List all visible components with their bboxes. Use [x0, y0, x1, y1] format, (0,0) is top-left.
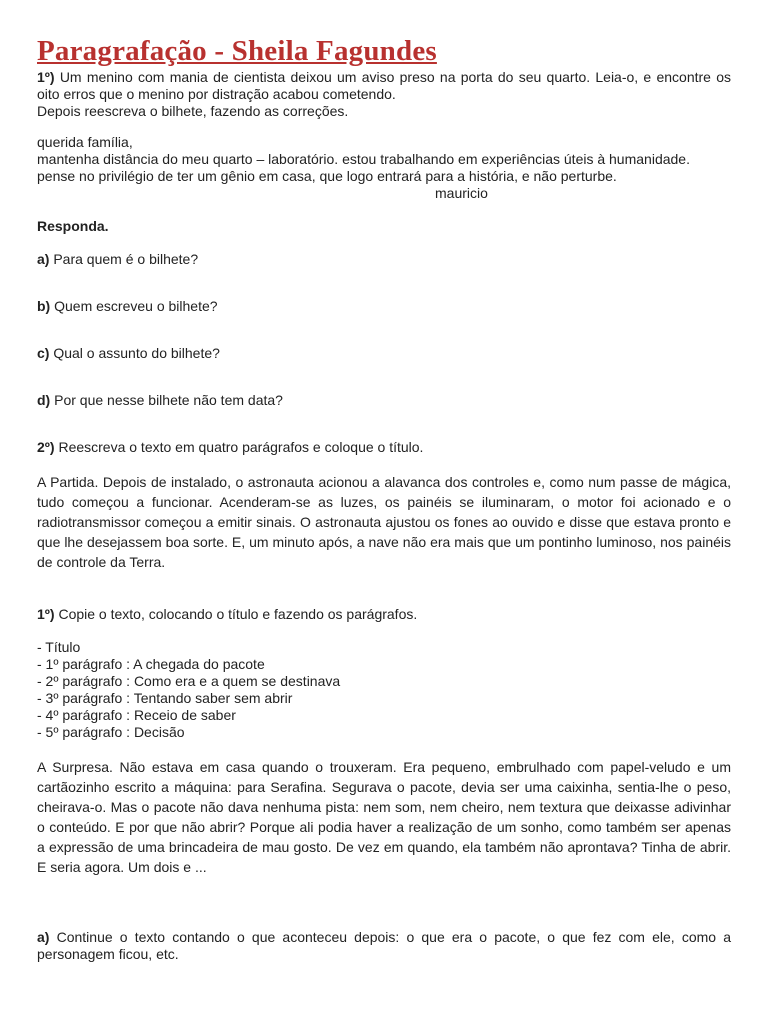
q1-instruction: 1º) Um menino com mania de cientista deixou um aviso preso na porta do seu quarto. Leia-o, e encontre os oito erros que o menino por distração acabou cometendo. [37, 69, 731, 102]
note-line: querida família, [37, 134, 133, 150]
list-item: - 4º parágrafo : Receio de saber [37, 707, 236, 723]
list-item: - 2º parágrafo : Como era e a quem se destinava [37, 673, 341, 689]
note-block [37, 134, 731, 202]
list-item: - 3º parágrafo : Tentando saber sem abrir [37, 690, 293, 706]
question-block [37, 392, 731, 423]
question-a: a) Para quem é o bilhete? [37, 251, 199, 267]
list-item: - 1º parágrafo : A chegada do pacote [37, 656, 265, 672]
q3-task: a) Continue o texto contando o que aconteceu depois: o que era o pacote, o que fez com ele, como a personagem ficou, etc. [37, 929, 731, 962]
note-signature: mauricio [435, 185, 488, 201]
q3-instruction: 1º) Copie o texto, colocando o título e fazendo os parágrafos. [37, 606, 418, 622]
q2-instruction: 2º) Reescreva o texto em quatro parágrafos e coloque o título. [37, 439, 424, 455]
list-item: - 5º parágrafo : Decisão [37, 724, 185, 740]
question-c: c) Qual o assunto do bilhete? [37, 345, 220, 361]
answer-line[interactable]: ________________________________________________________________________________ [37, 362, 620, 376]
answer-line[interactable]: ________________________________________________________________________________ [37, 315, 620, 329]
answer-line[interactable]: ________________________________________________________________________________ [37, 409, 620, 423]
question-block [37, 251, 731, 282]
q1-instruction-2: Depois reescreva o bilhete, fazendo as correções. [37, 103, 349, 119]
q2-text: A Partida. Depois de instalado, o astronauta acionou a alavanca dos controles e, como num passe de mágica, tudo começou a funcionar. Acenderam-se as luzes, os painéis se iluminaram, o motor foi acionado e o radiotransmissor começou a emitir sinais. O astronauta ajustou os fones ao ouvido e disse que estava pronto e que lhe desejassem boa sorte. E, um minuto após, a nave não era mais que um pontinho luminoso, nos painéis de controle da Terra. [37, 474, 731, 570]
note-line: pense no privilégio de ter um gênio em casa, que logo entrará para a história, e não perturbe. [37, 168, 617, 184]
question-b: b) Quem escreveu o bilhete? [37, 298, 218, 314]
question-d: d) Por que nesse bilhete não tem data? [37, 392, 283, 408]
q3-text: A Surpresa. Não estava em casa quando o trouxeram. Era pequeno, embrulhado com papel-veludo e um cartãozinho escrito a máquina: para Serafina. Segurava o pacote, devia ser uma caixinha, sentia-lhe o peso, cheirava-o. Mas o pacote não dava nenhuma pista: nem som, nem cheiro, nem textura que deixasse adivinhar o conteúdo. E por que não abrir? Porque ali podia haver a realização de um sonho, como também ser apenas a expressão de uma brincadeira de mau gosto. De vez em quando, ela também não aprontava? Tinha de abrir. E seria agora. Um dois e ... [37, 759, 731, 875]
answer-line[interactable]: ________________________________________________________________________________ [37, 268, 620, 282]
document-page [37, 0, 731, 963]
page-title: Paragrafação - Sheila Fagundes [37, 35, 437, 67]
question-block [37, 345, 731, 376]
note-line: mantenha distância do meu quarto – laboratório. estou trabalhando em experiências úteis à humanidade. [37, 151, 690, 167]
paragraph-list [37, 639, 731, 741]
question-block [37, 298, 731, 329]
list-item: - Título [37, 639, 81, 655]
responda-label: Responda. [37, 218, 109, 234]
q1-number: 1º) [37, 69, 55, 85]
